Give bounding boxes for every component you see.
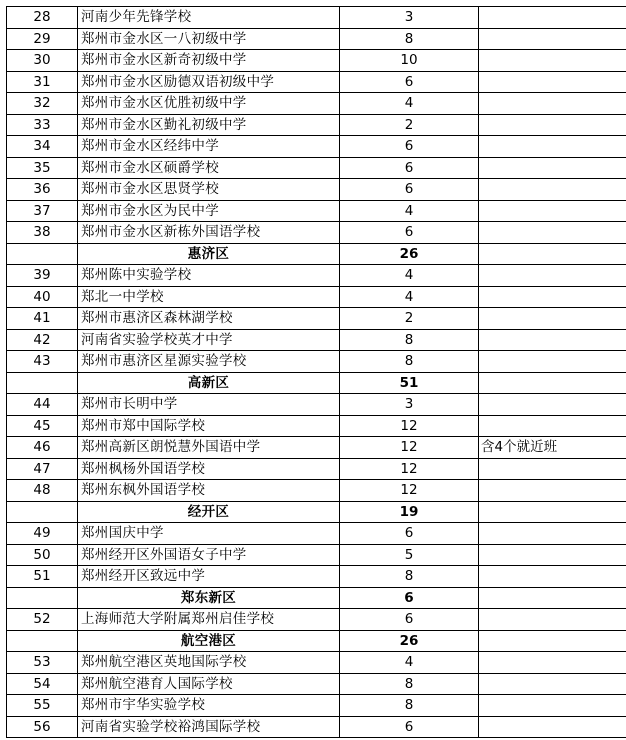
class-count-cell: 8 [340,673,479,695]
class-count-cell: 8 [340,28,479,50]
district-subtotal-row [7,630,626,652]
class-count-cell: 6 [340,716,479,738]
school-name-cell: 上海师范大学附属郑州启佳学校 [78,609,340,631]
district-name-cell: 航空港区 [78,630,340,652]
table-row [7,673,626,695]
note-cell [479,71,626,93]
school-name-cell: 郑州经开区外国语女子中学 [78,544,340,566]
table-row [7,437,626,459]
school-name-cell: 郑州市金水区经纬中学 [78,136,340,158]
district-subtotal-row [7,501,626,523]
row-number-cell: 44 [7,394,78,416]
school-name-cell: 郑州市惠济区森林湖学校 [78,308,340,330]
school-name-cell: 河南省实验学校英才中学 [78,329,340,351]
note-cell [479,93,626,115]
row-number-cell: 34 [7,136,78,158]
class-count-cell: 4 [340,200,479,222]
class-count-cell: 6 [340,136,479,158]
note-cell [479,587,626,609]
district-total-cell: 6 [340,587,479,609]
school-name-cell: 郑州陈中实验学校 [78,265,340,287]
class-count-cell: 10 [340,50,479,72]
note-cell [479,329,626,351]
row-number-cell: 45 [7,415,78,437]
row-number-cell: 55 [7,695,78,717]
school-name-cell: 河南少年先锋学校 [78,7,340,29]
class-count-cell: 4 [340,265,479,287]
table-row [7,351,626,373]
row-number-cell: 37 [7,200,78,222]
row-number-cell: 56 [7,716,78,738]
class-count-cell: 6 [340,222,479,244]
note-cell [479,222,626,244]
class-count-cell: 8 [340,566,479,588]
row-number-cell: 38 [7,222,78,244]
school-enrollment-table [6,6,626,738]
note-cell [479,566,626,588]
school-name-cell: 郑州市金水区励德双语初级中学 [78,71,340,93]
note-cell [479,394,626,416]
table-row [7,458,626,480]
table-row [7,114,626,136]
note-cell [479,501,626,523]
table-row [7,609,626,631]
row-number-cell: 40 [7,286,78,308]
school-name-cell: 郑州市金水区优胜初级中学 [78,93,340,115]
note-cell [479,351,626,373]
table-row [7,265,626,287]
class-count-cell: 5 [340,544,479,566]
school-name-cell: 郑州市惠济区星源实验学校 [78,351,340,373]
note-cell [479,695,626,717]
row-number-cell: 50 [7,544,78,566]
row-number-cell: 41 [7,308,78,330]
row-number-cell: 31 [7,71,78,93]
class-count-cell: 6 [340,609,479,631]
note-cell [479,265,626,287]
district-name-cell: 郑东新区 [78,587,340,609]
table-row [7,222,626,244]
school-name-cell: 郑州市金水区硕爵学校 [78,157,340,179]
district-total-cell: 19 [340,501,479,523]
row-number-cell: 30 [7,50,78,72]
note-cell [479,136,626,158]
class-count-cell: 6 [340,71,479,93]
district-subtotal-row [7,587,626,609]
class-count-cell: 8 [340,351,479,373]
district-total-cell: 51 [340,372,479,394]
school-name-cell: 郑州市郑中国际学校 [78,415,340,437]
note-cell [479,243,626,265]
note-cell [479,7,626,29]
row-number-cell: 52 [7,609,78,631]
class-count-cell: 2 [340,114,479,136]
note-cell [479,544,626,566]
row-number-cell: 47 [7,458,78,480]
row-number-cell: 53 [7,652,78,674]
note-cell [479,50,626,72]
class-count-cell: 3 [340,394,479,416]
school-name-cell: 郑州市金水区新奇初级中学 [78,50,340,72]
table-row [7,329,626,351]
table-row [7,286,626,308]
school-name-cell: 郑州市金水区一八初级中学 [78,28,340,50]
district-total-cell: 26 [340,243,479,265]
class-count-cell: 4 [340,93,479,115]
district-name-cell: 惠济区 [78,243,340,265]
table-row [7,179,626,201]
class-count-cell: 2 [340,308,479,330]
row-number-cell: 49 [7,523,78,545]
row-number-cell: 29 [7,28,78,50]
row-number-cell [7,630,78,652]
row-number-cell: 54 [7,673,78,695]
row-number-cell [7,587,78,609]
row-number-cell: 36 [7,179,78,201]
table-row [7,415,626,437]
table-row [7,200,626,222]
table-row [7,71,626,93]
class-count-cell: 4 [340,652,479,674]
note-cell [479,200,626,222]
school-name-cell: 郑州经开区致远中学 [78,566,340,588]
note-cell [479,480,626,502]
row-number-cell: 39 [7,265,78,287]
note-cell [479,286,626,308]
class-count-cell: 4 [340,286,479,308]
row-number-cell: 46 [7,437,78,459]
class-count-cell: 8 [340,695,479,717]
table-row [7,652,626,674]
table-row [7,695,626,717]
school-name-cell: 郑州航空港育人国际学校 [78,673,340,695]
class-count-cell: 12 [340,437,479,459]
note-cell [479,630,626,652]
class-count-cell: 12 [340,458,479,480]
note-cell [479,114,626,136]
row-number-cell: 43 [7,351,78,373]
note-cell: 含4个就近班 [479,437,626,459]
row-number-cell: 33 [7,114,78,136]
district-total-cell: 26 [340,630,479,652]
note-cell [479,458,626,480]
row-number-cell: 28 [7,7,78,29]
note-cell [479,415,626,437]
class-count-cell: 12 [340,480,479,502]
table-row [7,544,626,566]
row-number-cell [7,243,78,265]
class-count-cell: 6 [340,157,479,179]
row-number-cell: 48 [7,480,78,502]
school-name-cell: 郑州东枫外国语学校 [78,480,340,502]
school-name-cell: 郑州市金水区思贤学校 [78,179,340,201]
note-cell [479,157,626,179]
district-name-cell: 经开区 [78,501,340,523]
class-count-cell: 3 [340,7,479,29]
class-count-cell: 6 [340,523,479,545]
school-name-cell: 郑州市宇华实验学校 [78,695,340,717]
school-name-cell: 郑北一中学校 [78,286,340,308]
note-cell [479,523,626,545]
school-name-cell: 郑州航空港区英地国际学校 [78,652,340,674]
table-row [7,566,626,588]
note-cell [479,372,626,394]
class-count-cell: 8 [340,329,479,351]
school-name-cell: 郑州市金水区为民中学 [78,200,340,222]
row-number-cell: 32 [7,93,78,115]
row-number-cell: 51 [7,566,78,588]
table-row [7,480,626,502]
row-number-cell [7,501,78,523]
note-cell [479,716,626,738]
note-cell [479,609,626,631]
school-name-cell: 郑州市金水区勤礼初级中学 [78,114,340,136]
table-row [7,7,626,29]
table-row [7,308,626,330]
school-name-cell: 郑州枫杨外国语学校 [78,458,340,480]
table-row [7,28,626,50]
table-row [7,523,626,545]
row-number-cell: 42 [7,329,78,351]
note-cell [479,28,626,50]
district-name-cell: 高新区 [78,372,340,394]
table-body [7,7,626,738]
row-number-cell [7,372,78,394]
district-subtotal-row [7,243,626,265]
school-name-cell: 郑州国庆中学 [78,523,340,545]
school-name-cell: 郑州市长明中学 [78,394,340,416]
table-row [7,50,626,72]
class-count-cell: 6 [340,179,479,201]
note-cell [479,179,626,201]
class-count-cell: 12 [340,415,479,437]
table-row [7,93,626,115]
table-row [7,136,626,158]
note-cell [479,652,626,674]
table-row [7,394,626,416]
note-cell [479,673,626,695]
row-number-cell: 35 [7,157,78,179]
school-name-cell: 河南省实验学校裕鸿国际学校 [78,716,340,738]
note-cell [479,308,626,330]
table-row [7,716,626,738]
table-row [7,157,626,179]
district-subtotal-row [7,372,626,394]
school-name-cell: 郑州高新区朗悦慧外国语中学 [78,437,340,459]
school-name-cell: 郑州市金水区新栋外国语学校 [78,222,340,244]
